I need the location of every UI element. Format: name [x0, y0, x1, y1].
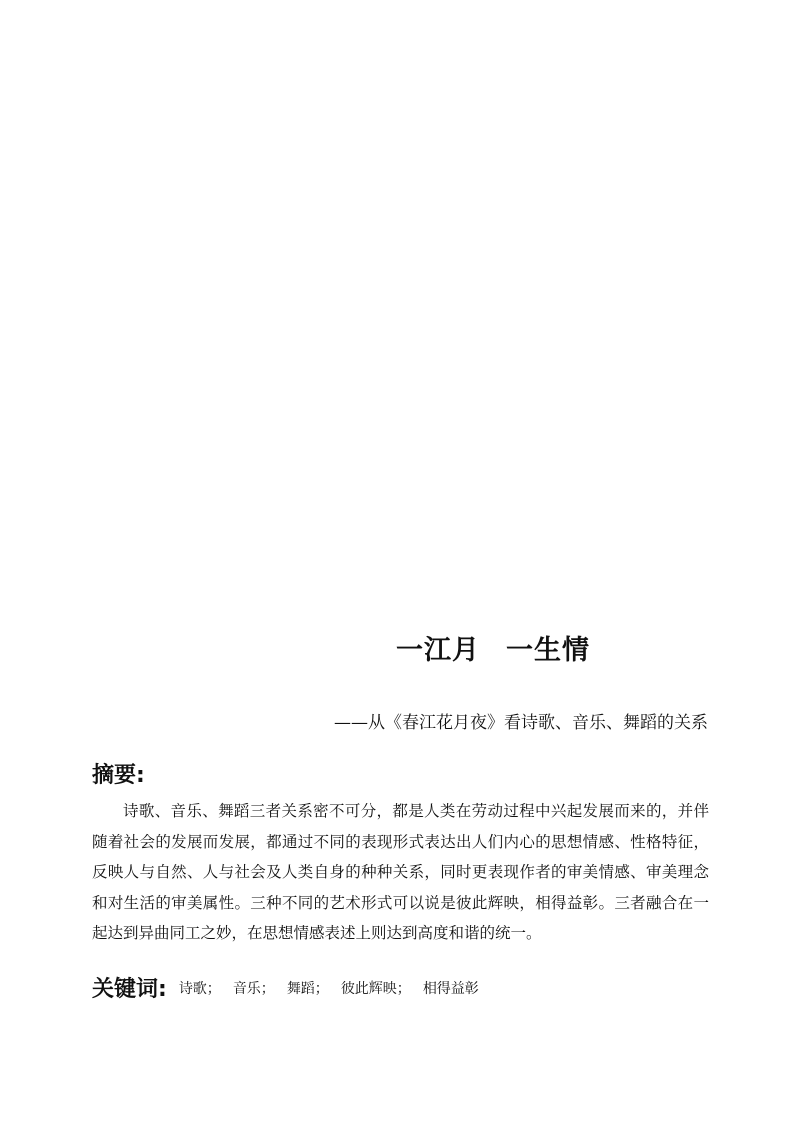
abstract-heading: 摘要: — [92, 763, 145, 788]
title-part-2: 一生情 — [506, 635, 590, 666]
keywords-line — [92, 972, 479, 1003]
keyword-item: 诗歌； — [178, 980, 221, 997]
keyword-item: 舞蹈； — [286, 980, 329, 997]
document-title — [396, 628, 656, 667]
keyword-item: 彼此辉映； — [340, 980, 411, 997]
keyword-item: 相得益彰 — [422, 980, 479, 997]
document-subtitle: ——从《春江花月夜》看诗歌、音乐、舞蹈的关系 — [334, 713, 708, 733]
abstract-body: 诗歌、音乐、舞蹈三者关系密不可分，都是人类在劳动过程中兴起发展而来的，并伴随着社会的发展而发展，都通过不同的表现形式表达出人们内心的思想情感、性格特征，反映人与自然、人与社会及人类自身的种种关系，同时更表现作者的审美情感、审美理念和对生活的审美属性。三种不同的艺术形式可以说是彼此辉映，相得益彰。三者融合在一起达到异曲同工之妙，在思想情感表述上则达到高度和谐的统一。 — [92, 802, 709, 942]
keywords-heading: 关键词: — [92, 977, 167, 1002]
keyword-item: 音乐； — [232, 980, 275, 997]
title-part-1: 一江月 — [396, 635, 480, 666]
